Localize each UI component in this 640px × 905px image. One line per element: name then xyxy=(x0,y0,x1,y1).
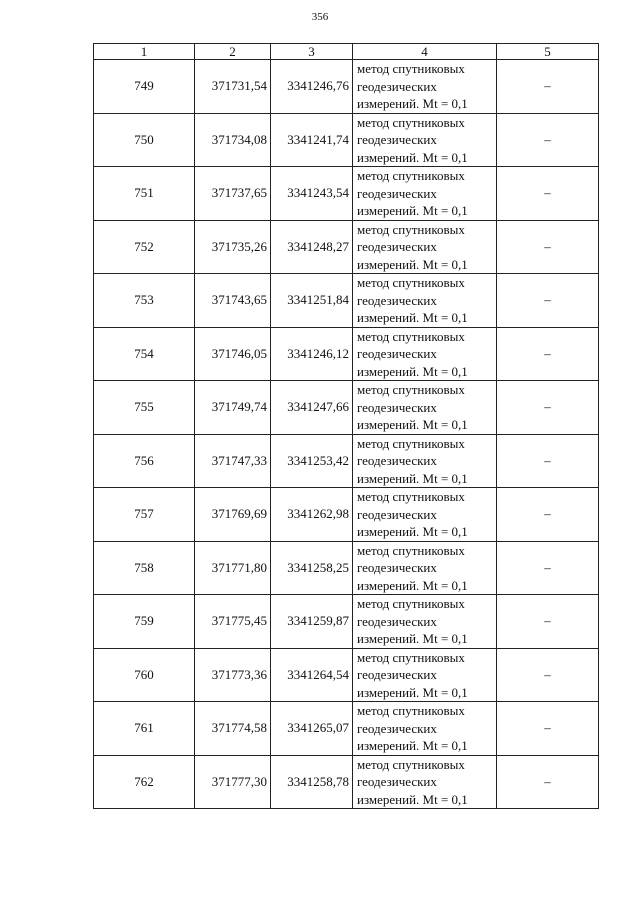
note-cell: – xyxy=(497,434,599,488)
note-cell: – xyxy=(497,327,599,381)
y-coordinate-cell: 3341247,66 xyxy=(271,381,353,435)
note-cell: – xyxy=(497,702,599,756)
method-line: геодезических xyxy=(357,292,437,308)
method-line: измерений. Mt = 0,1 xyxy=(357,310,468,325)
note-cell: – xyxy=(497,488,599,542)
method-line: метод спутниковых xyxy=(357,328,465,344)
method-line: метод спутниковых xyxy=(357,275,465,290)
table-row xyxy=(94,113,599,167)
y-coordinate-cell: 3341265,07 xyxy=(271,702,353,756)
x-coordinate-cell: 371769,69 xyxy=(195,488,271,542)
point-number-cell: 752 xyxy=(94,220,195,274)
method-line: измерений. Mt = 0,1 xyxy=(357,417,468,432)
y-coordinate-cell: 3341248,27 xyxy=(271,220,353,274)
method-line: геодезических xyxy=(357,78,437,94)
method-line: измерений. Mt = 0,1 xyxy=(357,149,468,165)
point-number-cell: 759 xyxy=(94,595,195,649)
x-coordinate-cell: 371773,36 xyxy=(195,648,271,702)
note-cell: – xyxy=(497,220,599,274)
page-number: 356 xyxy=(311,11,329,23)
method-line: геодезических xyxy=(357,185,437,201)
point-number-cell: 754 xyxy=(94,327,195,381)
method-line: метод спутниковых xyxy=(357,489,465,504)
method-line: геодезических xyxy=(357,506,437,522)
method-cell xyxy=(353,381,497,435)
method-line: метод спутниковых xyxy=(357,382,465,397)
y-coordinate-cell: 3341253,42 xyxy=(271,434,353,488)
method-cell xyxy=(353,488,497,542)
method-line: метод спутниковых xyxy=(357,61,465,76)
method-line: измерений. Mt = 0,1 xyxy=(357,791,468,807)
method-line: метод спутниковых xyxy=(357,435,465,451)
x-coordinate-cell: 371734,08 xyxy=(195,113,271,167)
table-body xyxy=(94,60,599,809)
method-line: геодезических xyxy=(357,720,437,736)
method-line: измерений. Mt = 0,1 xyxy=(357,96,468,111)
note-cell: – xyxy=(497,381,599,435)
y-coordinate-cell: 3341258,25 xyxy=(271,541,353,595)
column-header-5: 5 xyxy=(497,44,599,60)
method-line: метод спутниковых xyxy=(357,168,465,183)
method-cell xyxy=(353,220,497,274)
method-line: геодезических xyxy=(357,346,437,361)
x-coordinate-cell: 371747,33 xyxy=(195,434,271,488)
method-line: измерений. Mt = 0,1 xyxy=(357,203,468,218)
method-cell xyxy=(353,113,497,167)
method-line: геодезических xyxy=(357,560,437,575)
method-line: измерений. Mt = 0,1 xyxy=(357,738,468,753)
x-coordinate-cell: 371749,74 xyxy=(195,381,271,435)
note-cell: – xyxy=(497,167,599,221)
point-number-cell: 762 xyxy=(94,755,195,809)
note-cell: – xyxy=(497,595,599,649)
method-line: геодезических xyxy=(357,774,437,789)
method-cell xyxy=(353,274,497,328)
method-line: геодезических xyxy=(357,132,437,147)
note-cell: – xyxy=(497,274,599,328)
x-coordinate-cell: 371774,58 xyxy=(195,702,271,756)
table-row xyxy=(94,648,599,702)
point-number-cell: 760 xyxy=(94,648,195,702)
note-cell: – xyxy=(497,648,599,702)
coordinates-table xyxy=(93,43,599,809)
method-line: геодезических xyxy=(357,399,437,415)
column-header-2: 2 xyxy=(195,44,271,60)
point-number-cell: 756 xyxy=(94,434,195,488)
x-coordinate-cell: 371771,80 xyxy=(195,541,271,595)
method-cell xyxy=(353,434,497,488)
column-header-3: 3 xyxy=(271,44,353,60)
method-cell xyxy=(353,595,497,649)
y-coordinate-cell: 3341262,98 xyxy=(271,488,353,542)
x-coordinate-cell: 371775,45 xyxy=(195,595,271,649)
table-row xyxy=(94,381,599,435)
method-line: геодезических xyxy=(357,239,437,254)
method-cell xyxy=(353,755,497,809)
table-row xyxy=(94,327,599,381)
table-row xyxy=(94,434,599,488)
method-line: метод спутниковых xyxy=(357,221,465,237)
method-line: геодезических xyxy=(357,613,437,629)
method-line: метод спутниковых xyxy=(357,114,465,130)
y-coordinate-cell: 3341241,74 xyxy=(271,113,353,167)
table-row xyxy=(94,220,599,274)
method-line: измерений. Mt = 0,1 xyxy=(357,256,468,272)
x-coordinate-cell: 371777,30 xyxy=(195,755,271,809)
table-row xyxy=(94,755,599,809)
method-line: измерений. Mt = 0,1 xyxy=(357,684,468,700)
y-coordinate-cell: 3341243,54 xyxy=(271,167,353,221)
point-number-cell: 749 xyxy=(94,60,195,114)
point-number-cell: 757 xyxy=(94,488,195,542)
point-number-cell: 751 xyxy=(94,167,195,221)
table-row xyxy=(94,702,599,756)
point-number-cell: 761 xyxy=(94,702,195,756)
method-line: измерений. Mt = 0,1 xyxy=(357,577,468,593)
method-cell xyxy=(353,648,497,702)
table-row xyxy=(94,167,599,221)
x-coordinate-cell: 371746,05 xyxy=(195,327,271,381)
y-coordinate-cell: 3341246,12 xyxy=(271,327,353,381)
method-line: измерений. Mt = 0,1 xyxy=(357,470,468,486)
point-number-cell: 758 xyxy=(94,541,195,595)
note-cell: – xyxy=(497,113,599,167)
method-cell xyxy=(353,541,497,595)
table-row xyxy=(94,60,599,114)
x-coordinate-cell: 371737,65 xyxy=(195,167,271,221)
table-row xyxy=(94,488,599,542)
table-row xyxy=(94,274,599,328)
point-number-cell: 750 xyxy=(94,113,195,167)
y-coordinate-cell: 3341258,78 xyxy=(271,755,353,809)
method-line: геодезических xyxy=(357,453,437,468)
y-coordinate-cell: 3341251,84 xyxy=(271,274,353,328)
method-line: метод спутниковых xyxy=(357,703,465,718)
table-row xyxy=(94,541,599,595)
x-coordinate-cell: 371735,26 xyxy=(195,220,271,274)
note-cell: – xyxy=(497,541,599,595)
column-header-4: 4 xyxy=(353,44,497,60)
method-line: метод спутниковых xyxy=(357,542,465,558)
method-cell xyxy=(353,327,497,381)
method-line: метод спутниковых xyxy=(357,596,465,611)
note-cell: – xyxy=(497,60,599,114)
table-row xyxy=(94,595,599,649)
method-line: измерений. Mt = 0,1 xyxy=(357,363,468,379)
x-coordinate-cell: 371743,65 xyxy=(195,274,271,328)
method-cell xyxy=(353,167,497,221)
point-number-cell: 755 xyxy=(94,381,195,435)
method-line: метод спутниковых xyxy=(357,649,465,665)
note-cell: – xyxy=(497,755,599,809)
column-header-1: 1 xyxy=(94,44,195,60)
method-line: измерений. Mt = 0,1 xyxy=(357,631,468,646)
y-coordinate-cell: 3341264,54 xyxy=(271,648,353,702)
point-number-cell: 753 xyxy=(94,274,195,328)
header-row xyxy=(94,44,599,60)
method-line: геодезических xyxy=(357,667,437,682)
method-line: метод спутниковых xyxy=(357,756,465,772)
y-coordinate-cell: 3341246,76 xyxy=(271,60,353,114)
method-line: измерений. Mt = 0,1 xyxy=(357,524,468,539)
method-cell xyxy=(353,702,497,756)
x-coordinate-cell: 371731,54 xyxy=(195,60,271,114)
method-cell xyxy=(353,60,497,114)
y-coordinate-cell: 3341259,87 xyxy=(271,595,353,649)
